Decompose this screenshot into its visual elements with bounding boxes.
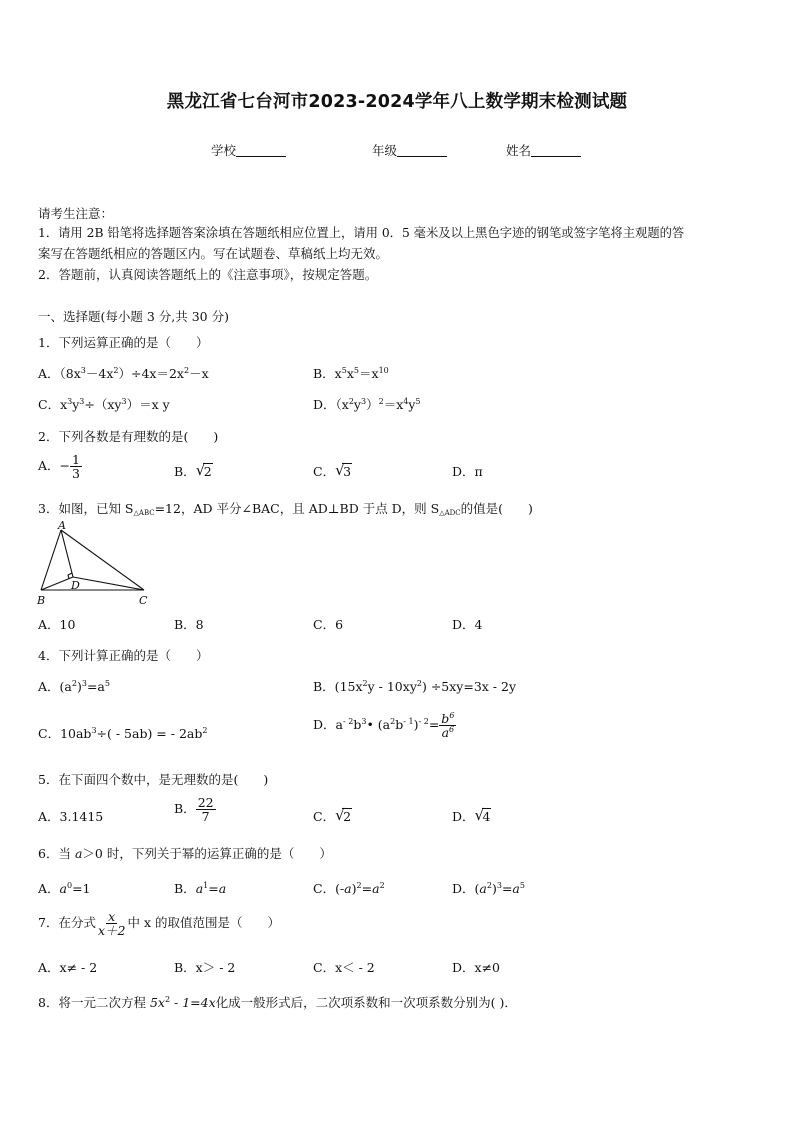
q2-option-d[interactable]: D．π	[452, 464, 483, 479]
q6-option-d[interactable]: D．$(a^2)^3=a^5$	[452, 881, 525, 896]
q1-option-a[interactable]: A．$(8x^3-4x^2)\div 4x=2x^2-x$	[38, 366, 209, 381]
q1-option-c[interactable]: C．$x^3y^3\div(xy^3)=x$ y	[38, 397, 170, 412]
triangle-figure	[34, 520, 154, 608]
segment-bd	[41, 577, 73, 590]
page-title: 黑龙江省七台河市2023-2024学年八上数学期末检测试题	[166, 92, 628, 112]
side-ab	[41, 530, 61, 590]
q5-option-b[interactable]: B． $\frac{22}{7}$	[174, 795, 214, 825]
fraction: $\frac{22}{7}$	[197, 795, 214, 825]
q8-stem: 8．将一元二次方程 $5x^2 - 1=4x$化成一般形式后，二次项系数和一次项系数分别为( )．	[38, 995, 517, 1010]
grade-field[interactable]	[372, 141, 447, 159]
fraction: $\frac{x}{x+2}$	[97, 909, 126, 939]
q1-option-d[interactable]: D．$(x^2y^3)^2=x^4y^5$	[313, 397, 421, 412]
q1-option-b[interactable]: B．$x^5x^5=x^{10}$	[313, 366, 389, 381]
name-field[interactable]	[506, 141, 581, 159]
q7-option-d[interactable]: D．x≠0	[452, 960, 500, 975]
fraction: $\frac{1}{3}$	[72, 452, 80, 482]
q7-option-a[interactable]: A．x≠ - 2	[38, 960, 98, 975]
school-blank[interactable]	[236, 144, 286, 157]
school-label: 学校	[211, 143, 237, 158]
q7-option-c[interactable]: C．x＜ - 2	[313, 960, 375, 975]
q6-option-a[interactable]: A．$a^0=1$	[38, 881, 91, 896]
q7-option-b[interactable]: B．x＞ - 2	[174, 960, 236, 975]
name-label: 姓名	[506, 143, 532, 158]
q4-option-a[interactable]: A．$(a^2)^3=a^5$	[38, 679, 110, 694]
q6-option-c[interactable]: C．$(-a)^2=a^2$	[313, 881, 385, 896]
q5-option-a[interactable]: A．3.1415	[38, 809, 104, 824]
q6-option-b[interactable]: B．$a^1=a$	[174, 881, 227, 896]
label-c: C	[139, 594, 148, 607]
sqrt-symbol: √ 2	[195, 461, 212, 479]
q2-option-b[interactable]: B． √ 2	[174, 461, 212, 479]
q4-option-b[interactable]: B．$(15x^2y - 10xy^2) \div 5xy=3x - 2y$	[313, 679, 517, 694]
q5-stem: 5．在下面四个数中，是无理数的是( )	[38, 772, 269, 787]
label-a: A	[58, 520, 66, 532]
notice-line-1b: 案写在答题纸相应的答题区内。写在试题卷、草稿纸上均无效。	[38, 246, 389, 261]
section-heading: 一、选择题(每小题 3 分,共 30 分)	[38, 309, 229, 324]
grade-blank[interactable]	[397, 144, 447, 157]
q2-option-c[interactable]: C． √ 3	[313, 461, 352, 479]
q2-option-a[interactable]: A．− $\frac{1}{3}$	[38, 452, 80, 482]
q7-stem: 7．在分式 $\frac{x}{x+2}$ 中 x 的取值范围是（ ）	[38, 909, 280, 939]
q3-option-c[interactable]: C．6	[313, 617, 344, 632]
notice-line-2: 2．答题前，认真阅读答题纸上的《注意事项》，按规定答题。	[38, 267, 378, 282]
sqrt-symbol: √ 2	[335, 806, 352, 824]
q5-option-d[interactable]: D． √ 4	[452, 806, 491, 824]
segment-dc	[73, 577, 144, 590]
grade-label: 年级	[372, 143, 398, 158]
q2-stem: 2．下列各数是有理数的是( )	[38, 429, 219, 444]
name-blank[interactable]	[531, 144, 581, 157]
q4-option-c[interactable]: C．$10ab^3\div( - 5ab)$ = - $2ab^2$	[38, 726, 208, 741]
q4-stem: 4．下列计算正确的是（ ）	[38, 648, 209, 663]
sqrt-symbol: √ 4	[474, 806, 491, 824]
q3-option-d[interactable]: D．4	[452, 617, 483, 632]
label-d: D	[71, 579, 80, 592]
fraction: $\frac{b^6}{a^6}$	[441, 711, 455, 741]
school-field[interactable]	[211, 141, 286, 159]
q3-option-a[interactable]: A．10	[38, 617, 76, 632]
label-b: B	[37, 594, 46, 607]
q3-stem: 3．如图，已知 $S_{\triangle ABC}=12$，AD 平分∠BAC，且 AD⊥BD 于点 D，则 $S_{\triangle ADC}$的值是( )	[38, 501, 533, 517]
notice-line-1a: 1．请用 2B 铅笔将选择题答案涂填在答题纸相应位置上，请用 0．5 毫米及以上黑色字迹的钢笔或签字笔将主观题的答	[38, 226, 685, 240]
q5-option-c[interactable]: C． √ 2	[313, 806, 352, 824]
q6-stem: 6．当 a＞0 时，下列关于幂的运算正确的是（ ）	[38, 846, 332, 861]
q1-stem: 1．下列运算正确的是（ ）	[38, 335, 209, 350]
q4-option-d[interactable]: D．$a^{- 2}b^3•$ $(a^2b^{- 1})^{- 2}=$ $\frac{b^6}{a^6}$	[313, 711, 455, 741]
sqrt-symbol: √ 3	[335, 461, 352, 479]
q3-option-b[interactable]: B．8	[174, 617, 204, 632]
notice-heading: 请考生注意：	[38, 206, 114, 221]
